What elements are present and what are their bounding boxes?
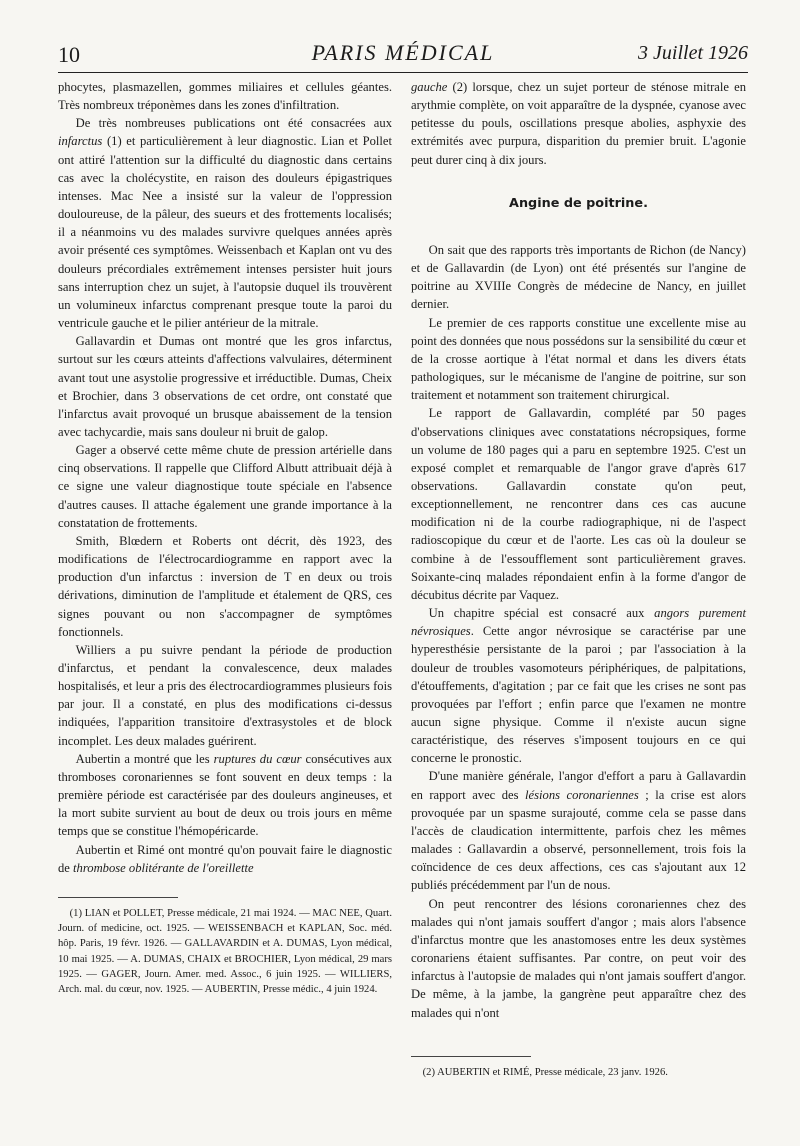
paragraph: Smith, Blœdern et Roberts ont décrit, dès 1923, des modifications de l'électrocardiogramme en rapport avec la production d'un infarctus : inversion de T en deux ou trois dérivations, diminution de l'amplitude et étalement de QRS, ces signes pouvant ou non s'accompagner de symptômes fonctionnels. [58, 533, 392, 639]
issue-date: 3 Juillet 1926 [638, 42, 748, 64]
page-header [58, 40, 748, 73]
footnote-separator [411, 1056, 531, 1057]
paragraph: On sait que des rapports très importants de Richon (de Nancy) et de Gallavardin (de Lyon) ont été présentés sur l'angine de poitrine au XVIIIe Congrès de médecine de Nancy, en juillet dernier. [411, 242, 746, 312]
paragraph: De très nombreuses publications ont été consacrées aux infarctus (1) et particulièrement à leur diagnostic. Lian et Pollet ont attiré l'attention sur la difficulté du diagnostic dans certains cas avec la cholécystite, en raison des douleurs épigastriques intenses. Mac Nee a insisté sur la valeur de l'oppression douloureuse, de la pâleur, des sueurs et des frottements localisés; il a néanmoins vu des malades survivre quelques années après avoir présenté ces symptômes. Weissenbach et Kaplan ont vu des douleurs précordiales extrêmement intenses persister huit jours sans interruption chez un sujet, à l'autopsie duquel ils trouvèrent un volumineux infarctus comprenant presque toute la paroi du ventricule gauche et le pilier antérieur de la mitrale. [58, 116, 392, 331]
journal-title: PARIS MÉDICAL [311, 40, 495, 65]
paragraph: Williers a pu suivre pendant la période de production d'infarctus, et pendant la convalescence, deux malades hospitalisés, et leur a pris des électrocardiogrammes plusieurs fois par jour. Il a constaté, en plus des modifications ci-dessus indiquées, l'apparition transitoire d'extrasystoles et de block incomplet. Les deux malades guérirent. [58, 642, 392, 748]
paragraph: Gallavardin et Dumas ont montré que les gros infarctus, surtout sur les cœurs atteints d'affections valvulaires, déterminent avant tout une asystolie progressive et irréductible. Dumas, Cheix et Brochier, dans 3 observations de cet ordre, ont constaté que l'infarctus avait provoqué un brusque abaissement de la tension avec tachycardie, mais sans douleur ni bruit de galop. [58, 334, 392, 439]
paragraph: Aubertin et Rimé ont montré qu'on pouvait faire le diagnostic de thrombose oblitérante de l'oreillette [58, 842, 392, 875]
paragraph: Un chapitre spécial est consacré aux angors purement névrosiques. Cette angor névrosique se caractérise par une hyperesthésie persistante de la paroi ; par l'association à la douleur de troubles vasomoteurs périphériques, de palpitations, d'étouffements, d'agitation ; par ce fait que les crises ne sont pas provoquées par l'effort ; enfin parce que l'examen ne montre aucun signe physique. Comme il n'existe aucun signe caractéristique, des réserves s'imposent toujours en ce qui concerne le pronostic. [411, 606, 746, 766]
paragraph: On peut rencontrer des lésions coronariennes chez des malades qui n'ont jamais souffert d'angor ; mais alors l'absence d'infarctus montre que les anastomoses entre les deux systèmes coronariens étaient suffisantes. Par contre, on peut voir des infarctus à l'autopsie de malades qui n'ont jamais souffert d'angor. De même, à la jambe, la gangrène peut apparaître chez des malades qui n'ont [411, 896, 746, 1020]
footnote: (1) LIAN et POLLET, Presse médicale, 21 mai 1924. — MAC NEE, Quart. Journ. of medicine, oct. 1925. — WEISSENBACH et KAPLAN, Soc. méd. hôp. Paris, 19 févr. 1926. — GALLAVARDIN et A. DUMAS, Lyon médical, 10 mai 1925. — A. DUMAS, CHAIX et BROCHIER, Lyon médical, 29 mars 1925. — GAGER, Journ. Amer. med. Assoc., 6 juin 1925. — WILLIERS, Arch. mal. du cœur, nov. 1925. — AUBERTIN, Presse médic., 4 juin 1924. [58, 907, 392, 996]
paragraph: Gager a observé cette même chute de pression artérielle dans cinq observations. Il rappelle que Clifford Albutt attribuait déjà à ce signe une valeur diagnostique toute spéciale en l'absence d'autres causes. Il attache également une grande importance à la constatation de frottements. [58, 443, 392, 530]
paragraph: phocytes, plasmazellen, gommes miliaires et cellules géantes. Très nombreux tréponèmes dans les zones d'infiltration. [58, 80, 392, 113]
paragraph: Le rapport de Gallavardin, complété par 50 pages d'observations cliniques avec constatations nécropsiques, forme un volume de 180 pages qui a paru en septembre 1925. C'est un exposé complet et remarquable de l'angor grave d'après 617 observations. Gallavardin constate qu'on peut, exceptionnellement, ne rencontrer dans ces cas aucune modification ni de la courbe radiographique, ni de l'aspect radioscopique du cœur et de l'aorte. Les cas où la douleur se combine à de l'essoufflement sont particulièrement graves. Soixante-cinq malades répondaient enfin à la forme d'angor de décubitus décrite par Vaquez. [411, 406, 746, 602]
paragraph: gauche (2) lorsque, chez un sujet porteur de sténose mitrale en arythmie complète, on voit apparaître de la dyspnée, cyanose avec petitesse du pouls, oscillations presque abolies, asphyxie des extrémités avec purpura, disparition du premier bruit. L'agonie peut durer cinq à dix jours. [411, 80, 746, 167]
left-column [58, 78, 392, 998]
paragraph: Aubertin a montré que les ruptures du cœur consécutives aux thromboses coronariennes se font souvent en deux temps : la première période est caractérisée par des douleurs angineuses, et la mort subite survient au bout de deux ou trois jours en même temps que se constitue l'hémopéricarde. [58, 751, 392, 839]
paragraph: D'une manière générale, l'angor d'effort a paru à Gallavardin en rapport avec des lésions coronariennes ; la crise est alors provoquée par un spasme surajouté, comme cela se passe dans l'accès de claudication intermittente, parfois chez les mêmes malades : Gallavardin a observé, personnellement, trois fois la coïncidence de ces deux affections, ces cas s'ajoutant aux 12 publiés précédemment par l'un de nous. [411, 769, 747, 893]
footnote: (2) AUBERTIN et RIMÉ, Presse médicale, 23 janv. 1926. [422, 1066, 668, 1078]
paragraph: Le premier de ces rapports constitue une excellente mise au point des données que nous possédons sur la sensibilité du cœur et de la crosse aortique à l'état normal et dans les divers états pathologiques, sur le mécanisme de l'angine de poitrine, sur son traitement et notamment son traitement chirurgical. [411, 315, 746, 403]
right-column [411, 78, 746, 1080]
footnote-separator [58, 897, 178, 898]
page-number: 10 [58, 42, 80, 67]
section-heading: Angine de poitrine. [509, 195, 648, 211]
